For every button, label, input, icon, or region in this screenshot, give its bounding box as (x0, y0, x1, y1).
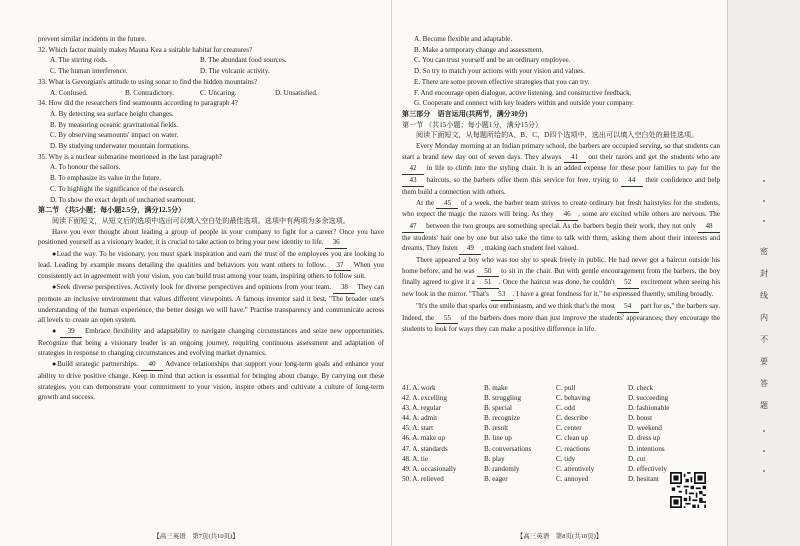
q35-option-d: D. To show the exact depth of uncharted seamount. (50, 195, 196, 204)
blank-37[interactable]: 37 (329, 260, 351, 272)
blank-54[interactable]: 54 (617, 301, 639, 313)
cloze-paragraph-3: There appeared a boy who was too shy to speak freely in public. He had never got a haircut outside his home before, and he was 50 to sit in the chair. But with gentle encouragement from the barbers, the boy finally agreed to give it a 51 . Once the haircut was done, he couldn't 52 excitement when seeing his new look in the mirror. "That's 53 . I have a great fondness for it," he expressed fluently, smiling broadly. (402, 255, 720, 301)
option-c: C. You can trust yourself and be an ordinary employee. (414, 56, 571, 65)
q32-option-d: D. The volcanic activity. (200, 67, 270, 76)
blank-52[interactable]: 52 (617, 277, 639, 289)
right-column (402, 34, 720, 335)
passage-end-line: prevent similar incidents in the future. (38, 35, 147, 43)
seal-dot (763, 450, 765, 452)
q33-option-a: A. Confused. (50, 88, 88, 97)
q33-option-d: D. Unsatisfied. (275, 88, 318, 97)
left-page-footer: 【高三英语 第7页(共10页)】 (153, 533, 239, 540)
seal-char-5: 不 (760, 335, 768, 344)
cloze-paragraph-4: "It's the smile that sparks our enthusiasm, and we think that's the most 54 part for us," the barbers say. Indeed, the 55 of the barbers does more than just improve the students' appearances; they encourage the students to look for ways they can make a positive difference in life. (402, 301, 721, 334)
blank-55[interactable]: 55 (436, 313, 458, 325)
blank-36[interactable]: 36 (325, 237, 347, 249)
seal-char-1: 密 (760, 247, 768, 256)
blank-53[interactable]: 53 (491, 289, 513, 301)
q32-option-c: C. The human interference. (50, 67, 128, 76)
option-b: B. Make a temporary change and assessment. (414, 45, 544, 54)
blank-39[interactable]: 39 (60, 326, 82, 338)
passage-paragraph-2: ●Lead the way. To be visionary, you must spark inspiration and earn the trust of the employees you are looking to lead. Leading by example means detailing the qualities and behaviors you want others to follow. 37 When you consistently act in agreement with your vision, you can build trust among your team, inspiring others to follow suit. (38, 250, 384, 281)
cloze-row-43: 43. A. regular B. special C. odd D. fashionable (402, 404, 670, 413)
seal-char-8: 题 (760, 401, 768, 410)
seal-char-4: 内 (760, 313, 768, 322)
blank-38[interactable]: 38 (333, 282, 355, 294)
blank-42[interactable]: 42 (402, 163, 424, 175)
q32-option-a: A. The stirring rods. (50, 56, 108, 65)
section-2-instruction: 阅读下面短文，从短文后的选项中选出可以填入空白处的最佳选项。选项中有两项为多余选项。 (52, 216, 350, 225)
q35-option-b: B. To emphasize its value in the future. (50, 174, 162, 183)
option-f: F. And encourage open dialogue, active listening, and constructive feedback. (414, 88, 632, 97)
blank-47[interactable]: 47 (402, 221, 424, 233)
q32-option-b: B. The abundant food sources. (200, 56, 287, 65)
blank-45[interactable]: 45 (436, 198, 458, 210)
passage-paragraph-5: ●Build strategic partnerships. 40 Advance relationships that support your long-term goals and enhance your ability to drive positive change. Keep in mind that action is essential for bringing about change. By carrying out these strategies, you can demonstrate your commitment to your vision, inspire others and cultivate a culture of long-term growth and success. (38, 360, 384, 402)
q34-option-c: C. By observing seamounts' impact on water. (50, 131, 179, 140)
section-1-heading: 第一节 （共15小题；每小题1分，满分15分） (402, 120, 543, 129)
cloze-row-48: 48. A. tie B. play C. tidy D. cut (402, 454, 646, 463)
seal-char-6: 要 (760, 357, 768, 366)
cloze-row-45: 45. A. start B. result C. center D. weekend (402, 424, 662, 433)
cloze-row-47: 47. A. standards B. conversations C. reactions D. intentions (402, 444, 665, 453)
blank-44[interactable]: 44 (621, 175, 643, 187)
blank-40[interactable]: 40 (141, 359, 163, 371)
passage-paragraph-4: ● 39 Embrace flexibility and adaptability to navigate changing circumstances and seize new opportunities. Recognize that being a visionary leader is an ongoing journey, requiring continuous assessment and adaptation of strategies in response to changing circumstances and evolving market dynamics. (38, 326, 384, 358)
option-g: G. Cooperate and connect with key leaders within and outside your company. (414, 99, 634, 108)
passage-paragraph-1: Have you ever thought about leading a group of people in your company to fight for a career? Once you have positioned yourself as a visionary leader, it is crucial to take action to bring your new identity to life. 36 (38, 227, 384, 249)
cloze-row-46: 46. A. make up B. line up C. clean up D. dress up (402, 434, 661, 443)
cloze-row-49: 49. A. occasionally B. randomly C. attentively D. effectively (402, 464, 667, 473)
option-d: D. So try to match your actions with your vision and values. (414, 67, 585, 76)
q33-options (38, 88, 384, 99)
cloze-row-41: 41. A. work B. make C. pull D. check (402, 384, 654, 392)
seal-char-2: 封 (760, 269, 768, 278)
seal-dot (763, 430, 765, 432)
option-e: E. There are some proven effective strategies that you can try. (414, 77, 590, 86)
seal-char-3: 线 (760, 291, 768, 300)
seal-dot (763, 470, 765, 472)
question-32: 32. Which factor mainly makes Mauna Kea a suitable habitat for creatures? (38, 45, 253, 54)
blank-50[interactable]: 50 (477, 266, 499, 278)
seal-dot (763, 180, 765, 182)
blank-41[interactable]: 41 (564, 152, 586, 164)
right-page (392, 0, 727, 546)
question-33: 33. What is Gevorgian's attitude to using sonar to find the hidden mountains? (38, 77, 258, 86)
blank-48[interactable]: 48 (698, 221, 720, 233)
blank-46[interactable]: 46 (556, 209, 578, 221)
q34-option-b: B. By measuring oceanic gravitational fields. (50, 120, 179, 129)
left-page (0, 0, 392, 546)
cloze-options-table (402, 383, 702, 484)
part-3-heading: 第三部分 语言运用(共两节，满分30分) (402, 109, 528, 118)
question-35: 35. Why is a nuclear submarine mentioned in the last paragraph? (38, 152, 223, 161)
right-page-footer: 【高三英语 第8页(共10页)】 (516, 533, 603, 540)
left-column (38, 34, 384, 403)
qr-code-icon (670, 472, 706, 508)
option-a: A. Become flexible and adaptable. (414, 35, 513, 43)
q33-option-c: C. Uncaring. (200, 88, 237, 97)
cloze-row-44: 44. A. admit B. recognize C. describe D. boost (402, 414, 653, 423)
section-2-heading: 第二节 （共5小题；每小题2.5分，满分12.5分） (38, 206, 186, 215)
seal-dot (763, 220, 765, 222)
blank-49[interactable]: 49 (459, 243, 481, 255)
seal-char-7: 答 (760, 379, 768, 388)
seal-line-margin (727, 0, 800, 546)
seal-dot (763, 200, 765, 202)
section-1-instruction: 阅读下面短文，从每题所给的A、B、C、D四个选项中，选出可以填入空白处的最佳选项。 (416, 131, 699, 140)
q34-option-a: A. By detecting sea surface height changes. (50, 109, 174, 118)
passage-paragraph-3: ●Seek diverse perspectives. Actively look for diverse perspectives and opinions from your team. 38 They can promote an inclusive environment that values different viewpoints. A famous inventor said it best, "The broader one's understanding of the human experience, the better design we will have." Practise transparency and communicate across all levels to create an open system. (38, 283, 385, 325)
cloze-paragraph-2: At the 45 of a week, the barber team strives to create ordinary but fresh hairstyles for the students, who expect the magic the razors will bring. As they 46 , some are excited while others are nervous. The 47 between the two groups are something special. As the barbers begin their work, they not only 48 the students' hair one by one but also take the time to talk with them, asking them about their interests and dreams. They listen 49 , making each student feel valued. (402, 198, 720, 256)
blank-43[interactable]: 43 (402, 175, 424, 187)
q33-option-b: B. Contradictory. (125, 88, 174, 97)
q32-options-2 (38, 66, 384, 77)
q35-option-c: C. To highlight the significance of the research. (50, 184, 185, 193)
cloze-paragraph-1: Every Monday morning at an Indian primary school, the barbers are occupied serving, so that students can start a brand new day out of seven days. They always 41 out their razors and get the students who are 42 in life to climb into the styling chair. It is an added expense for these poor families to pay for the 43 haircuts, so the barbers offer them this service for free, trying to 44 their confidence and help them build a connection with others. (402, 142, 720, 196)
blank-51[interactable]: 51 (477, 277, 499, 289)
q34-option-d: D. By studying underwater mountain formations. (50, 142, 190, 151)
cloze-row-42: 42. A. excelling B. struggling C. behaving D. succeeding (402, 394, 669, 403)
q35-option-a: A. To honour the sailors. (50, 163, 121, 172)
question-34: 34. How did the researchers find seamounts according to paragraph 4? (38, 99, 238, 108)
q32-options (38, 55, 384, 66)
cloze-row-50: 50. A. relieved B. eager C. annoyed D. hesitant (402, 474, 659, 483)
